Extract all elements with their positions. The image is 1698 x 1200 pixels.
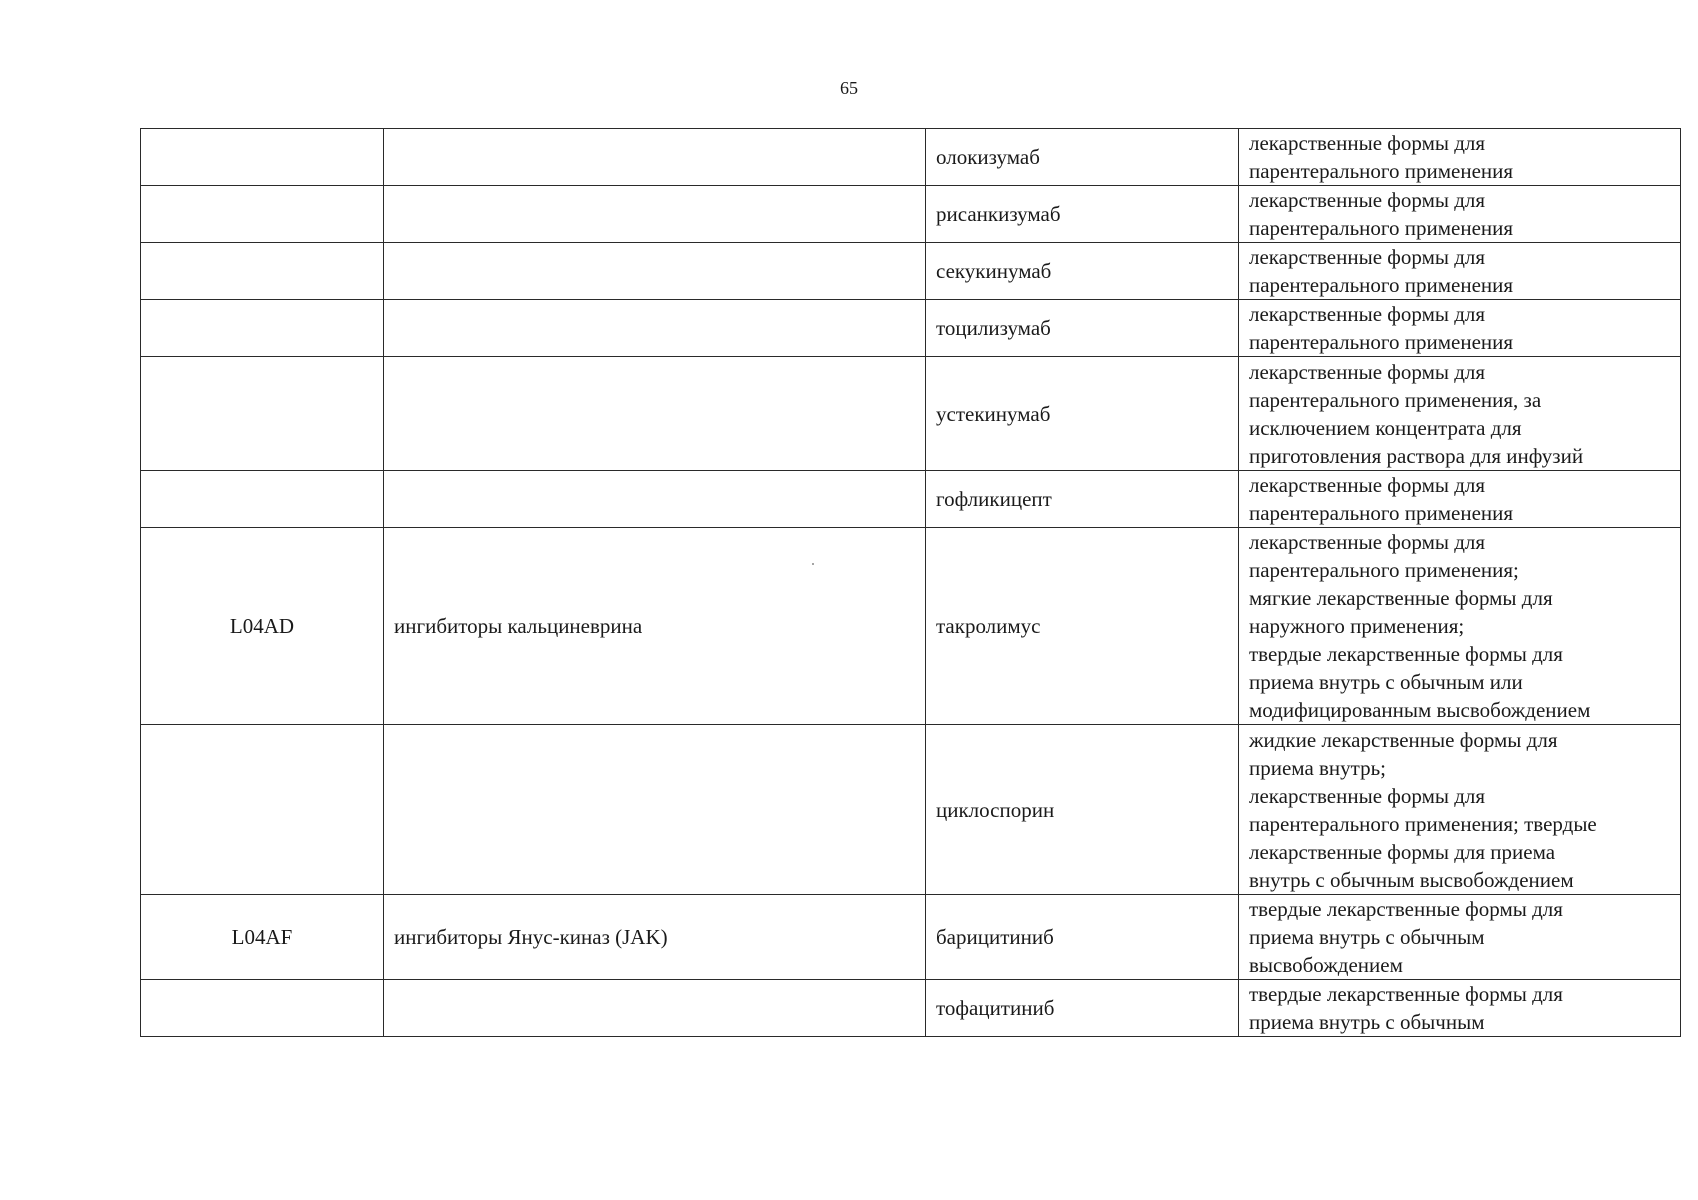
dosage-form-line: приема внутрь; — [1249, 755, 1387, 780]
drug-name-cell: олокизумаб — [926, 129, 1239, 186]
dosage-form-line: парентерального применения; — [1249, 558, 1519, 582]
table-row — [141, 471, 1681, 528]
atc-code-cell — [141, 471, 384, 528]
dosage-forms-cell — [1239, 357, 1681, 471]
scan-speck — [812, 563, 814, 565]
dosage-form-line: лекарственные формы для приема — [1249, 839, 1556, 864]
table-row — [141, 300, 1681, 357]
dosage-form-line: парентерального применения; твердые — [1249, 811, 1597, 836]
dosage-form-line: парентерального применения — [1249, 216, 1514, 240]
atc-code-cell: L04AD — [141, 528, 384, 725]
dosage-form-line: приема внутрь с обычным или — [1249, 670, 1523, 694]
pharmacological-group-cell — [384, 980, 926, 1037]
atc-code-cell — [141, 300, 384, 357]
dosage-form-line: мягкие лекарственные формы для — [1249, 586, 1553, 610]
pharmacological-group-cell — [384, 357, 926, 471]
table-row — [141, 243, 1681, 300]
drug-name-cell: тофацитиниб — [926, 980, 1239, 1037]
drug-name-cell: такролимус — [926, 528, 1239, 725]
dosage-form-line: парентерального применения — [1249, 501, 1514, 525]
pharmacological-group-cell — [384, 300, 926, 357]
dosage-form-line: лекарственные формы для — [1249, 783, 1486, 808]
dosage-form-line: высвобождением — [1249, 953, 1403, 977]
dosage-form-line: парентерального применения — [1249, 273, 1514, 297]
table-row — [141, 528, 1681, 725]
table-row — [141, 129, 1681, 186]
dosage-form-line: лекарственные формы для — [1249, 131, 1486, 155]
atc-code-cell: L04AF — [141, 895, 384, 980]
dosage-form-line: твердые лекарственные формы для — [1249, 642, 1563, 666]
dosage-form-line: твердые лекарственные формы для — [1249, 982, 1563, 1006]
dosage-form-line: лекарственные формы для — [1249, 188, 1486, 212]
drug-table — [140, 128, 1681, 1037]
drug-name-cell: барицитиниб — [926, 895, 1239, 980]
dosage-form-line: парентерального применения — [1249, 330, 1514, 354]
dosage-form-line: лекарственные формы для — [1249, 302, 1486, 326]
pharmacological-group-cell — [384, 471, 926, 528]
table-row — [141, 980, 1681, 1037]
atc-code-cell — [141, 725, 384, 895]
dosage-forms-cell — [1239, 725, 1681, 895]
pharmacological-group-cell: ингибиторы Янус-киназ (JAK) — [384, 895, 926, 980]
atc-code-cell — [141, 980, 384, 1037]
pharmacological-group-cell: ингибиторы кальциневрина — [384, 528, 926, 725]
dosage-form-line: парентерального применения — [1249, 159, 1514, 183]
drug-name-cell: циклоспорин — [926, 725, 1239, 895]
dosage-form-line: приема внутрь с обычным — [1249, 1010, 1485, 1034]
drug-name-cell: гофликицепт — [926, 471, 1239, 528]
atc-code-cell — [141, 243, 384, 300]
dosage-form-line: исключением концентрата для — [1249, 415, 1522, 440]
dosage-forms-cell — [1239, 895, 1681, 980]
dosage-form-line: модифицированным высвобождением — [1249, 698, 1591, 722]
pharmacological-group-cell — [384, 725, 926, 895]
dosage-forms-cell — [1239, 528, 1681, 725]
dosage-form-line: жидкие лекарственные формы для — [1249, 727, 1558, 752]
pharmacological-group-cell — [384, 186, 926, 243]
pharmacological-group-cell — [384, 243, 926, 300]
dosage-form-line: парентерального применения, за — [1249, 387, 1542, 412]
dosage-form-line: лекарственные формы для — [1249, 473, 1486, 497]
dosage-form-line: приготовления раствора для инфузий — [1249, 443, 1584, 468]
pharmacological-group-cell — [384, 129, 926, 186]
dosage-forms-cell — [1239, 243, 1681, 300]
table-row — [141, 357, 1681, 471]
drug-name-cell: рисанкизумаб — [926, 186, 1239, 243]
table-row — [141, 725, 1681, 895]
drug-name-cell: тоцилизумаб — [926, 300, 1239, 357]
dosage-form-line: наружного применения; — [1249, 614, 1465, 638]
drug-name-cell: устекинумаб — [926, 357, 1239, 471]
atc-code-cell — [141, 186, 384, 243]
page-number: 65 — [840, 78, 858, 98]
dosage-forms-cell — [1239, 980, 1681, 1037]
dosage-form-line: лекарственные формы для — [1249, 530, 1486, 554]
dosage-forms-cell — [1239, 129, 1681, 186]
dosage-forms-cell — [1239, 471, 1681, 528]
dosage-form-line: внутрь с обычным высвобождением — [1249, 867, 1574, 892]
drug-name-cell: секукинумаб — [926, 243, 1239, 300]
dosage-forms-cell — [1239, 186, 1681, 243]
dosage-form-line: твердые лекарственные формы для — [1249, 897, 1563, 921]
dosage-forms-cell — [1239, 300, 1681, 357]
dosage-form-line: лекарственные формы для — [1249, 359, 1486, 384]
atc-code-cell — [141, 357, 384, 471]
dosage-form-line: лекарственные формы для — [1249, 245, 1486, 269]
table-row — [141, 186, 1681, 243]
dosage-form-line: приема внутрь с обычным — [1249, 925, 1485, 949]
table-row — [141, 895, 1681, 980]
table-body — [141, 129, 1681, 1037]
atc-code-cell — [141, 129, 384, 186]
